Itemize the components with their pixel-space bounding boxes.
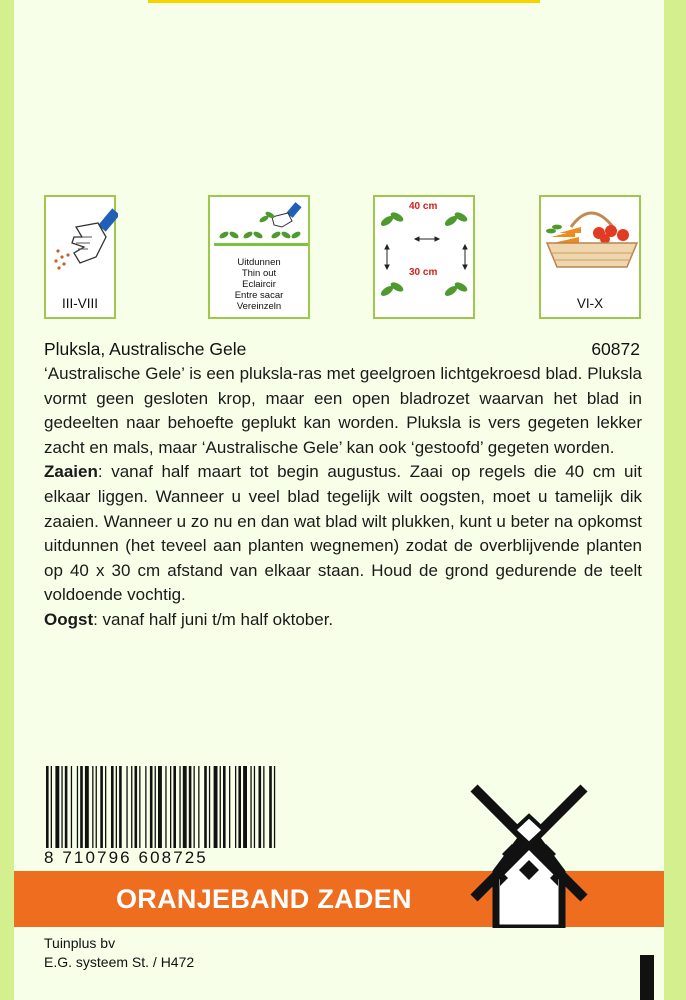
barcode-bar xyxy=(274,766,275,848)
product-title-row xyxy=(44,339,640,360)
barcode-bar xyxy=(204,766,207,848)
barcode-bar xyxy=(194,766,195,848)
barcode-bar xyxy=(65,766,68,848)
barcode-bar xyxy=(51,766,52,848)
barcode-bar xyxy=(111,766,114,848)
spacing-icon-box xyxy=(373,195,475,319)
barcode-bar xyxy=(61,766,62,848)
barcode-bar xyxy=(131,766,132,848)
barcode-bar xyxy=(165,766,166,848)
barcode-bar xyxy=(46,766,49,848)
barcode-bar xyxy=(235,766,236,848)
harvest-basket-icon xyxy=(541,197,643,287)
product-name: Pluksla, Australische Gele xyxy=(44,339,247,359)
harvest-text: : vanaf half juni t/m half oktober. xyxy=(93,609,334,629)
sowing-icon-box xyxy=(44,195,116,319)
sowing-heading: Zaaien xyxy=(44,462,98,482)
barcode xyxy=(44,766,276,848)
thin-out-icon-box xyxy=(208,195,310,319)
barcode-bar xyxy=(105,766,106,848)
thin-out-translations xyxy=(210,257,308,312)
barcode-bar xyxy=(223,766,226,848)
barcode-bar xyxy=(119,766,122,848)
barcode-bar xyxy=(173,766,176,848)
barcode-digits: 8 710796 608725 xyxy=(44,848,208,867)
thin-out-nl: Uitdunnen xyxy=(237,257,281,268)
footer-company: Tuinplus bv xyxy=(44,935,116,951)
barcode-bar xyxy=(183,766,187,848)
barcode-bar xyxy=(269,766,272,848)
barcode-bar xyxy=(96,766,97,848)
barcode-bar xyxy=(243,766,247,848)
intro-paragraph: ‘Australische Gele’ is een pluksla-ras met geelgroen lichtgekroesd blad. Pluksla vormt geen gesloten krop, maar een open bladrozet waarvan het blad in gedeelten naar behoefte geplukt kan worden. Pluksla is vers gegeten lekker zacht en mals, maar ‘Australische Gele’ kan ook ‘gestoofd’ gegeten worden. xyxy=(44,364,642,457)
thin-out-es: Entre sacar xyxy=(234,290,284,301)
left-green-border xyxy=(0,0,14,1000)
harvest-paragraph xyxy=(44,608,642,633)
barcode-bar xyxy=(77,766,78,848)
right-green-border xyxy=(664,0,686,1000)
barcode-bar xyxy=(135,766,138,848)
sowing-paragraph xyxy=(44,460,642,608)
barcode-bar xyxy=(209,766,210,848)
footer-standard: E.G. systeem St. / H472 xyxy=(44,954,195,970)
brand-name: ORANJEBAND ZADEN xyxy=(116,884,412,914)
spacing-width-label: 40 cm xyxy=(409,201,438,212)
barcode-bar xyxy=(80,766,83,848)
barcode-bar xyxy=(92,766,93,848)
harvest-period-label: VI-X xyxy=(576,296,604,311)
harvest-icon-box xyxy=(539,195,641,319)
barcode-bar xyxy=(145,766,146,848)
barcode-bar xyxy=(155,766,156,848)
barcode-bar xyxy=(250,766,251,848)
product-code: 60872 xyxy=(591,339,640,359)
barcode-bar xyxy=(254,766,255,848)
barcode-bar xyxy=(238,766,241,848)
black-edge-strip xyxy=(640,955,654,1000)
barcode-bar xyxy=(259,766,262,848)
barcode-bar xyxy=(100,766,103,848)
sowing-hand-icon xyxy=(46,197,118,297)
barcode-bar xyxy=(71,766,72,848)
barcode-bar xyxy=(189,766,192,848)
thin-out-fr: Eclaircir xyxy=(242,279,276,290)
windmill-logo xyxy=(462,780,596,928)
sowing-period-label: III-VIII xyxy=(61,296,98,311)
barcode-bar xyxy=(170,766,171,848)
barcode-bar xyxy=(150,766,153,848)
spacing-height-label: 30 cm xyxy=(409,267,438,278)
barcode-bar xyxy=(179,766,180,848)
plant-spacing-icon xyxy=(375,197,477,321)
barcode-bar xyxy=(214,766,218,848)
barcode-bar xyxy=(229,766,230,848)
harvest-heading: Oogst xyxy=(44,609,94,629)
top-yellow-strip xyxy=(148,0,540,3)
barcode-bar xyxy=(116,766,117,848)
barcode-bar xyxy=(263,766,264,848)
thin-out-seedlings-icon xyxy=(210,197,312,253)
product-description xyxy=(44,362,642,633)
barcode-bar xyxy=(126,766,127,848)
thin-out-en: Thin out xyxy=(241,268,277,279)
barcode-bar xyxy=(85,766,89,848)
barcode-bar xyxy=(158,766,162,848)
barcode-bar xyxy=(220,766,221,848)
sowing-text: : vanaf half maart tot begin augustus. Zaai op regels die 40 cm uit elkaar liggen. Wanneer u veel blad tegelijk wilt oogsten, moet u tamelijk dik zaaien. Wanneer u zo nu en dan wat blad wilt plukken, kunt u beter na opkomst uitdunnen (het teveel aan planten wegnemen) zodat de overblijvende planten op 40 x 30 cm afstand van elkaar staan. Houd de grond gedurende de teelt voldoende vochtig. xyxy=(44,462,642,605)
thin-out-de: Vereinzeln xyxy=(236,301,282,312)
barcode-bar xyxy=(139,766,140,848)
barcode-bar xyxy=(55,766,59,848)
barcode-bar xyxy=(198,766,199,848)
